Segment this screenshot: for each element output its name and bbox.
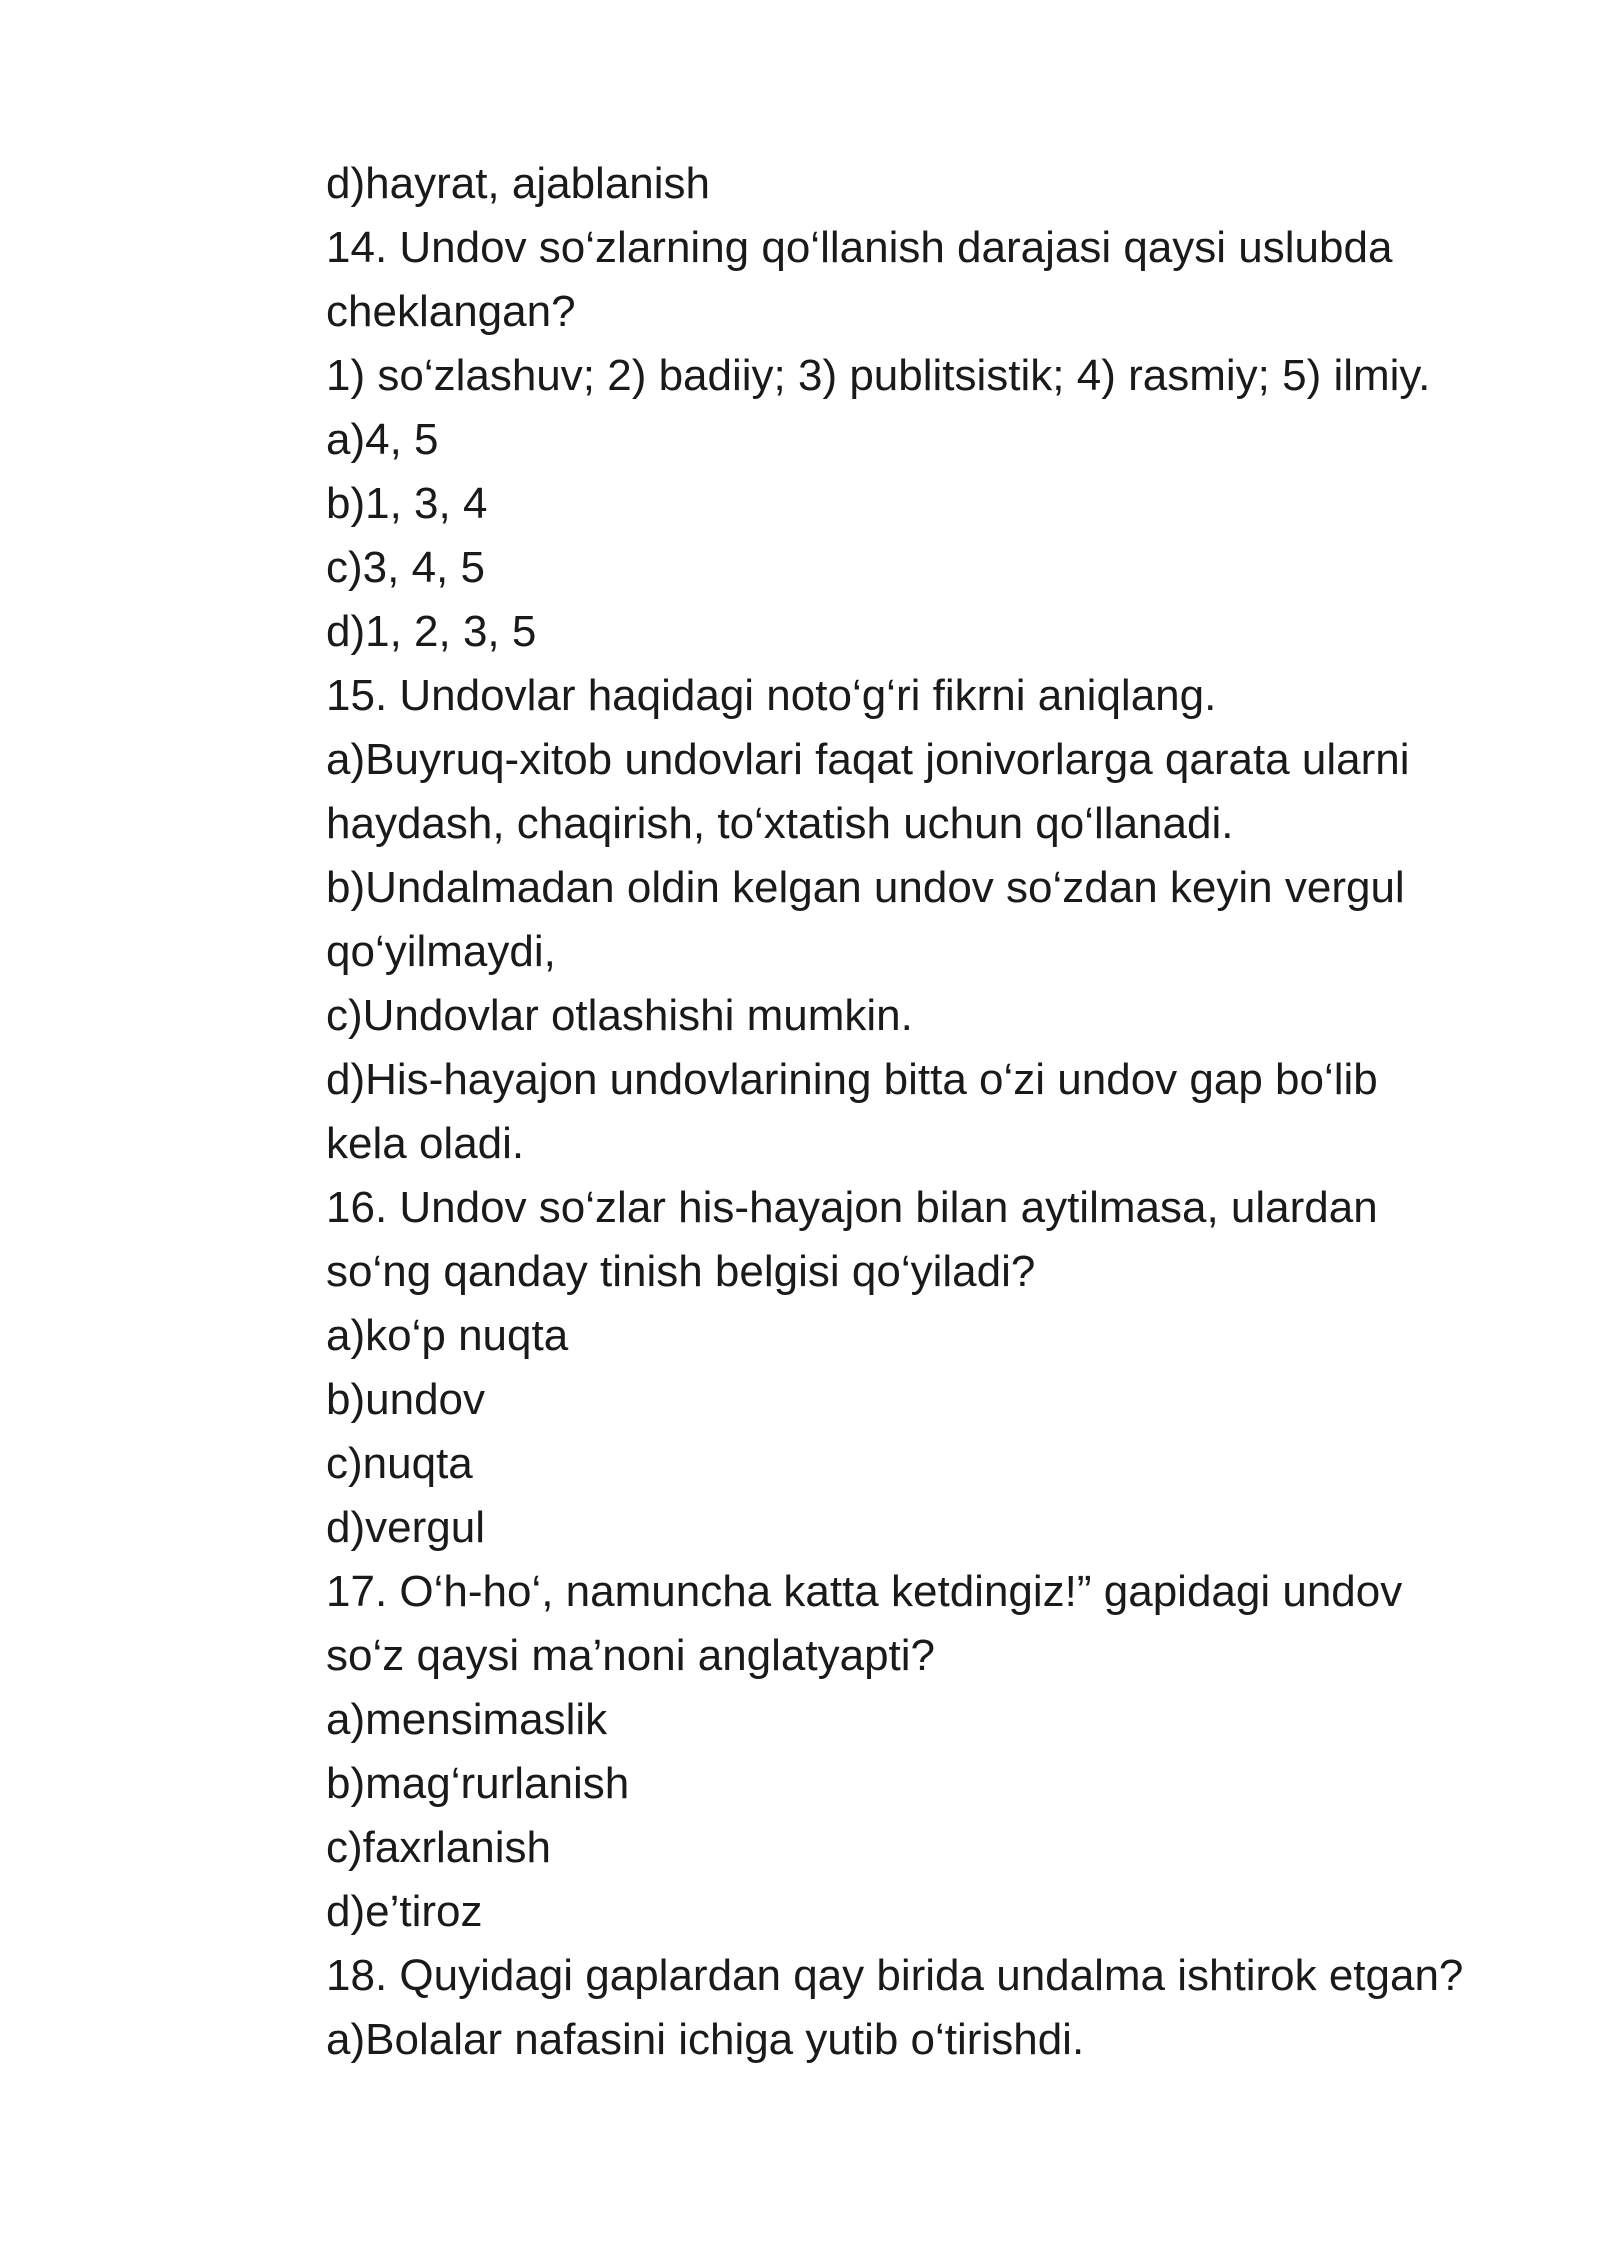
answer-option-a-q18: a)Bolalar nafasini ichiga yutib o‘tirishdi. [326, 2015, 1085, 2064]
answer-option-a-q15-line-1: a)Buyruq-xitob undovlari faqat jonivorlarga qarata ularni [326, 735, 1410, 784]
question-14-text-line-2: cheklangan? [326, 287, 576, 336]
answer-option-d-q16: d)vergul [326, 1503, 485, 1552]
answer-option-b-q14: b)1, 3, 4 [326, 479, 488, 528]
answer-option-d-q17: d)e’tiroz [326, 1887, 483, 1936]
question-15-text: 15. Undovlar haqidagi noto‘g‘ri fikrni aniqlang. [326, 671, 1217, 720]
answer-option-c-q17: c)faxrlanish [326, 1823, 551, 1872]
question-14-text-line-1: 14. Undov so‘zlarning qo‘llanish darajasi qaysi uslubda [326, 223, 1393, 272]
question-17-text-line-1: 17. O‘h-ho‘, namuncha katta ketdingiz!” gapidagi undov [326, 1567, 1403, 1616]
answer-option-c-q14: c)3, 4, 5 [326, 543, 485, 592]
question-16-text-line-2: so‘ng qanday tinish belgisi qo‘yiladi? [326, 1247, 1036, 1296]
answer-option-c-q15: c)Undovlar otlashishi mumkin. [326, 991, 913, 1040]
question-18-text: 18. Quyidagi gaplardan qay birida undalma ishtirok etgan? [326, 1951, 1464, 2000]
answer-option-a-q16: a)ko‘p nuqta [326, 1311, 569, 1360]
answer-option-b-q16: b)undov [326, 1375, 486, 1424]
page-body [326, 152, 1506, 2072]
answer-option-d-q13: d)hayrat, ajablanish [326, 159, 711, 208]
answer-option-a-q14: a)4, 5 [326, 415, 439, 464]
answer-option-b-q15-line-1: b)Undalmadan oldin kelgan undov so‘zdan keyin vergul [326, 863, 1405, 912]
answer-option-d-q15-line-2: kela oladi. [326, 1119, 525, 1168]
question-16-text-line-1: 16. Undov so‘zlar his-hayajon bilan aytilmasa, ulardan [326, 1183, 1378, 1232]
answer-option-b-q15-line-2: qo‘yilmaydi, [326, 927, 556, 976]
question-14-list: 1) so‘zlashuv; 2) badiiy; 3) publitsistik; 4) rasmiy; 5) ilmiy. [326, 351, 1431, 400]
question-17-text-line-2: so‘z qaysi ma’noni anglatyapti? [326, 1631, 936, 1680]
answer-option-d-q14: d)1, 2, 3, 5 [326, 607, 537, 656]
answer-option-c-q16: c)nuqta [326, 1439, 473, 1488]
answer-option-a-q17: a)mensimaslik [326, 1695, 608, 1744]
answer-option-b-q17: b)mag‘rurlanish [326, 1759, 630, 1808]
answer-option-a-q15-line-2: haydash, chaqirish, to‘xtatish uchun qo‘llanadi. [326, 799, 1234, 848]
answer-option-d-q15-line-1: d)His-hayajon undovlarining bitta o‘zi undov gap bo‘lib [326, 1055, 1378, 1104]
